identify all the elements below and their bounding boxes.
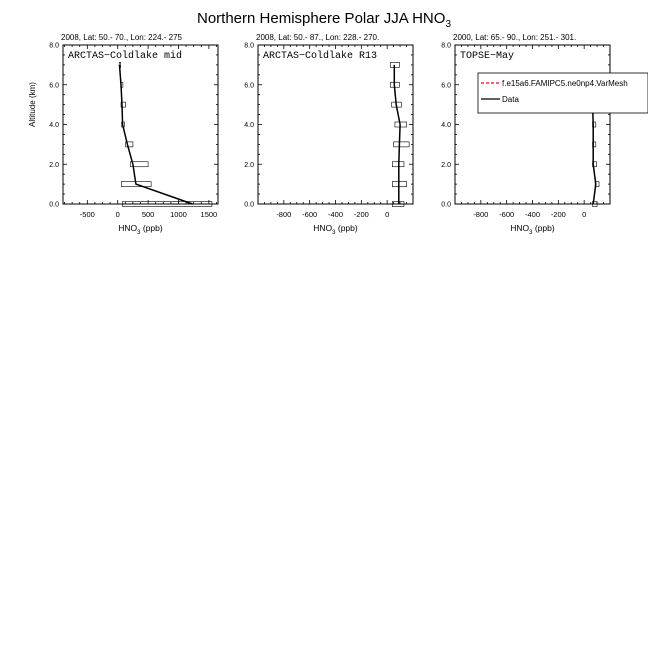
x-tick-label: -200 xyxy=(550,210,566,219)
panels xyxy=(28,33,648,236)
x-tick-label: 0 xyxy=(115,210,120,219)
y-tick-label: 6.0 xyxy=(244,82,254,90)
data-line xyxy=(120,65,193,204)
series-data xyxy=(119,62,212,206)
x-tick-label: -400 xyxy=(327,210,344,219)
y-tick-label: 4.0 xyxy=(441,122,451,129)
chart-panel-2 xyxy=(244,33,413,236)
y-tick-label: 2.0 xyxy=(441,161,451,169)
legend-entry: f.e15a6.FAMIPC5.ne0np4.VarMesh xyxy=(502,79,628,88)
campaign-label: ARCTAS−Coldlake mid xyxy=(68,51,183,62)
series-data xyxy=(390,62,409,206)
x-axis-label-unit: (ppb) xyxy=(335,223,358,233)
y-tick-label: 0.0 xyxy=(49,201,59,209)
x-axis-label-main: HNO xyxy=(313,223,333,233)
x-axis-label xyxy=(510,223,555,236)
x-axis-label xyxy=(313,223,358,236)
x-tick-label: 500 xyxy=(141,210,155,219)
y-tick-label: 8.0 xyxy=(441,42,451,50)
x-tick-label: 0 xyxy=(582,210,587,219)
y-tick-label: 6.0 xyxy=(49,82,59,90)
y-axis-label: Altitude (km) xyxy=(28,82,37,127)
y-tick-label: 6.0 xyxy=(441,82,451,90)
x-tick-label: -800 xyxy=(276,210,292,219)
panel-header: 2008, Lat: 50.- 70., Lon: 224.- 275 xyxy=(61,33,182,42)
x-axis-label-unit: (ppb) xyxy=(532,223,555,233)
plot-frame xyxy=(63,45,218,204)
chart-panel-1 xyxy=(28,33,218,236)
plot-frame xyxy=(455,45,610,204)
x-axis-label-main: HNO xyxy=(118,223,138,233)
x-tick-label: -200 xyxy=(353,210,369,219)
plot-frame xyxy=(258,45,413,204)
x-axis-label-main: HNO xyxy=(510,223,530,233)
y-tick-label: 4.0 xyxy=(244,122,254,129)
x-tick-label: -800 xyxy=(473,210,489,219)
legend-entry: Data xyxy=(502,95,519,104)
x-axis-label-sub: 3 xyxy=(137,230,141,236)
panel-header: 2008, Lat: 50.- 87., Lon: 228.- 270. xyxy=(256,33,380,42)
y-tick-label: 4.0 xyxy=(49,122,59,129)
x-tick-label: 1000 xyxy=(170,210,187,219)
x-axis-label-unit: (ppb) xyxy=(140,223,163,233)
x-tick-label: 1500 xyxy=(200,210,218,219)
x-tick-label: -500 xyxy=(79,210,95,219)
x-tick-label: -400 xyxy=(524,210,541,219)
x-axis-label-sub: 3 xyxy=(529,230,533,236)
figure-title: Northern Hemisphere Polar JJA $HNO_3$ xyxy=(197,10,451,30)
x-axis-label xyxy=(118,223,163,236)
panel-header: 2000, Lat: 65.- 90., Lon: 251.- 301. xyxy=(453,33,577,42)
y-tick-label: 8.0 xyxy=(49,42,59,50)
y-tick-label: 2.0 xyxy=(244,161,254,169)
y-tick-label: 2.0 xyxy=(49,161,59,169)
legend xyxy=(478,73,648,113)
spread-box xyxy=(394,142,410,147)
chart-panel-3 xyxy=(441,33,648,236)
x-axis-label-sub: 3 xyxy=(332,230,336,236)
campaign-label: ARCTAS−Coldlake R13 xyxy=(263,51,378,62)
x-tick-label: 0 xyxy=(385,210,390,219)
campaign-label: TOPSE−May xyxy=(460,51,515,62)
x-tick-label: -600 xyxy=(302,210,318,219)
x-tick-label: -600 xyxy=(499,210,515,219)
y-tick-label: 0.0 xyxy=(441,201,451,209)
y-tick-label: 0.0 xyxy=(244,201,254,209)
y-tick-label: 8.0 xyxy=(244,42,254,50)
